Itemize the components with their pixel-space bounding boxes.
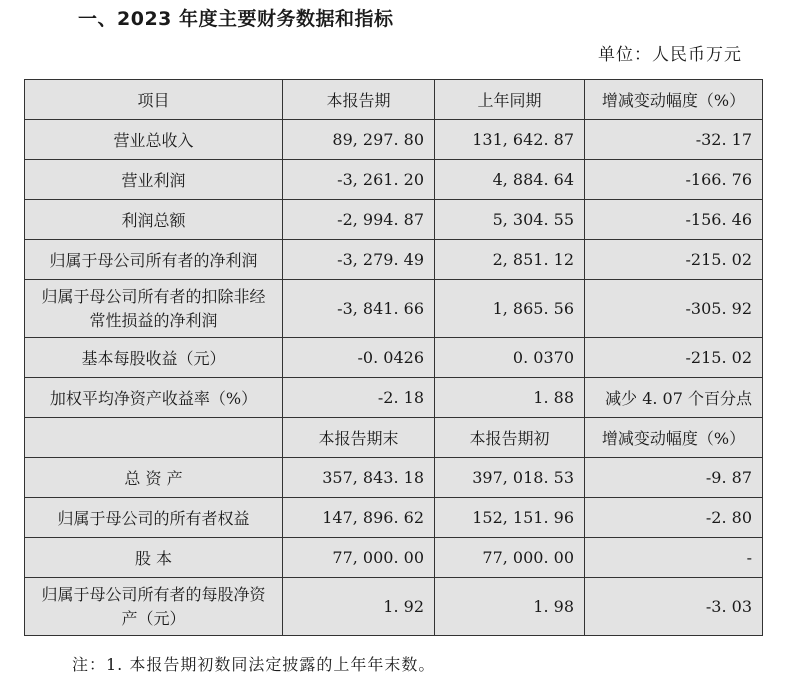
financial-table xyxy=(24,79,763,636)
period-end-value: 77, 000. 00 xyxy=(283,538,435,578)
current-value: 89, 297. 80 xyxy=(283,120,435,160)
table-row xyxy=(25,458,763,498)
prior-value: 131, 642. 87 xyxy=(435,120,585,160)
change-value: -9. 87 xyxy=(585,458,763,498)
current-value: -3, 279. 49 xyxy=(283,240,435,280)
row-label: 归属于母公司所有者的扣除非经常性损益的净利润 xyxy=(25,280,283,338)
prior-value: 4, 884. 64 xyxy=(435,160,585,200)
table-row xyxy=(25,120,763,160)
period-end-value: 357, 843. 18 xyxy=(283,458,435,498)
header-cell: 增减变动幅度（%） xyxy=(585,418,763,458)
table-row xyxy=(25,498,763,538)
current-value: -3, 841. 66 xyxy=(283,280,435,338)
unit-label: 单位：人民币万元 xyxy=(598,45,742,65)
change-value: -3. 03 xyxy=(585,578,763,636)
table-row xyxy=(25,538,763,578)
change-value: -166. 76 xyxy=(585,160,763,200)
current-value: -2. 18 xyxy=(283,378,435,418)
row-label: 营业利润 xyxy=(25,160,283,200)
table-row xyxy=(25,338,763,378)
header-cell: 本报告期 xyxy=(283,80,435,120)
table-row xyxy=(25,160,763,200)
header-cell: 上年同期 xyxy=(435,80,585,120)
prior-value: 1. 88 xyxy=(435,378,585,418)
prior-value: 5, 304. 55 xyxy=(435,200,585,240)
section-title: 一、2023 年度主要财务数据和指标 xyxy=(78,8,394,30)
footnote: 注：1. 本报告期初数同法定披露的上年年末数。 xyxy=(72,655,436,674)
row-label: 利润总额 xyxy=(25,200,283,240)
period-end-value: 1. 92 xyxy=(283,578,435,636)
change-value: -215. 02 xyxy=(585,338,763,378)
row-label: 营业总收入 xyxy=(25,120,283,160)
table-row xyxy=(25,200,763,240)
header-cell xyxy=(25,418,283,458)
change-value: 减少 4. 07 个百分点 xyxy=(585,378,763,418)
change-value: -305. 92 xyxy=(585,280,763,338)
current-value: -2, 994. 87 xyxy=(283,200,435,240)
table-row xyxy=(25,578,763,636)
header-cell: 项目 xyxy=(25,80,283,120)
period-start-value: 77, 000. 00 xyxy=(435,538,585,578)
row-label: 加权平均净资产收益率（%） xyxy=(25,378,283,418)
header-cell: 增减变动幅度（%） xyxy=(585,80,763,120)
table-subheader-row xyxy=(25,418,763,458)
row-label: 股 本 xyxy=(25,538,283,578)
current-value: -0. 0426 xyxy=(283,338,435,378)
table-row xyxy=(25,240,763,280)
change-value: -156. 46 xyxy=(585,200,763,240)
period-start-value: 397, 018. 53 xyxy=(435,458,585,498)
current-value: -3, 261. 20 xyxy=(283,160,435,200)
row-label: 归属于母公司所有者的净利润 xyxy=(25,240,283,280)
header-cell: 本报告期末 xyxy=(283,418,435,458)
table-row xyxy=(25,378,763,418)
row-label: 基本每股收益（元） xyxy=(25,338,283,378)
change-value: -215. 02 xyxy=(585,240,763,280)
row-label: 总 资 产 xyxy=(25,458,283,498)
change-value: -32. 17 xyxy=(585,120,763,160)
change-value: -2. 80 xyxy=(585,498,763,538)
prior-value: 1, 865. 56 xyxy=(435,280,585,338)
row-label: 归属于母公司所有者的每股净资产（元） xyxy=(25,578,283,636)
header-cell: 本报告期初 xyxy=(435,418,585,458)
change-value: - xyxy=(585,538,763,578)
period-start-value: 152, 151. 96 xyxy=(435,498,585,538)
prior-value: 2, 851. 12 xyxy=(435,240,585,280)
period-end-value: 147, 896. 62 xyxy=(283,498,435,538)
period-start-value: 1. 98 xyxy=(435,578,585,636)
row-label: 归属于母公司的所有者权益 xyxy=(25,498,283,538)
table-header-row xyxy=(25,80,763,120)
prior-value: 0. 0370 xyxy=(435,338,585,378)
table-row xyxy=(25,280,763,338)
